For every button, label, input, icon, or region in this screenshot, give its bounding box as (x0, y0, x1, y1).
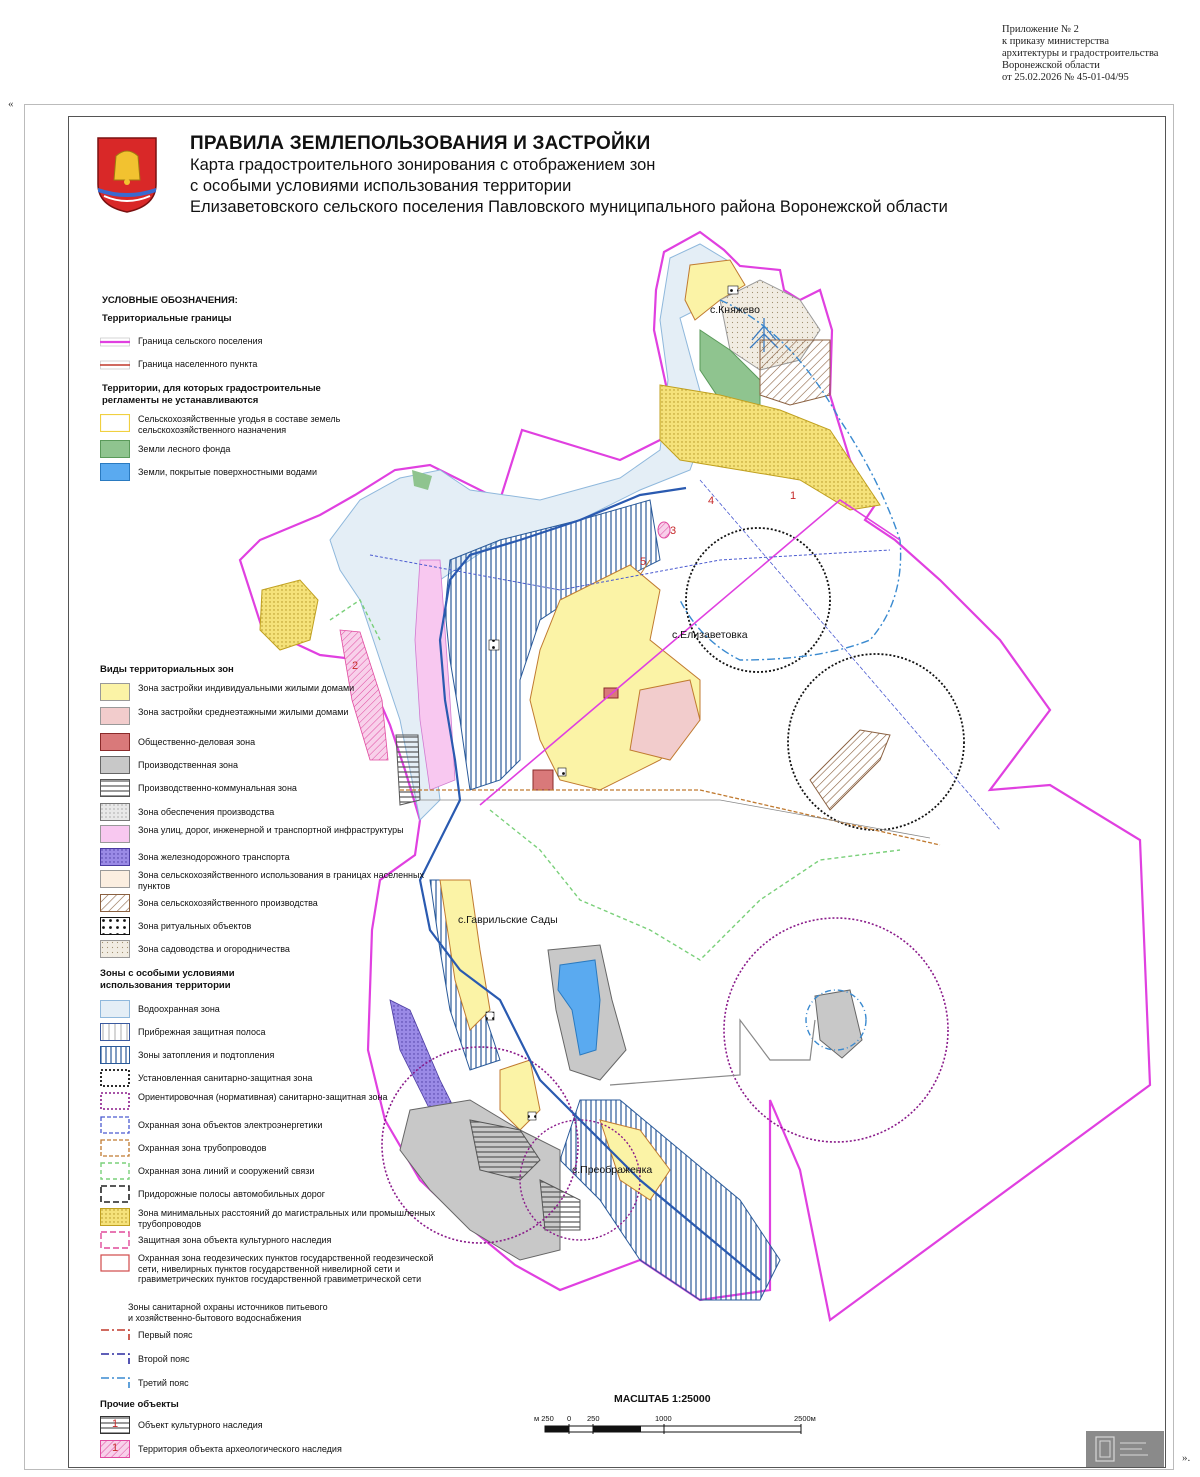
object-number: 2 (352, 660, 359, 672)
swatch-icon (100, 917, 130, 935)
stamp-logo-icon (1086, 1431, 1164, 1467)
settlement-label-preobrazhenka: с.Преображенка (572, 1164, 653, 1176)
legend-label: Ориентировочная (нормативная) санитарно-защитная зона (138, 1092, 388, 1102)
legend-section-special: использования территории (100, 980, 231, 991)
stamp-image (1086, 1431, 1164, 1467)
legend-label: Зона застройки индивидуальными жилыми домами (138, 683, 355, 693)
legend-label: Граница населенного пункта (138, 359, 258, 369)
water-belt-icon (100, 1374, 130, 1392)
swatch-icon (100, 848, 130, 866)
settlement-label-elizavetovka: с.Елизаветовка (672, 629, 748, 641)
swatch-icon (100, 1092, 130, 1110)
swatch-icon (100, 683, 130, 701)
legend-label: Земли, покрытые поверхностными водами (138, 467, 317, 477)
legend-label: Зона садоводства и огородничества (138, 944, 290, 954)
legend-label: Производственная зона (138, 760, 239, 770)
swatch-icon (100, 1069, 130, 1087)
open-quote: « (8, 98, 14, 110)
swatch-icon (100, 1208, 130, 1226)
map-subtitle-3: Елизаветовского сельского поселения Павловского муниципального района Воронежской области (190, 198, 948, 216)
appendix-line: к приказу министерства (1002, 36, 1110, 47)
swatch-icon (100, 707, 130, 725)
scale-tick-label: 0 (567, 1414, 572, 1423)
legend-label: Придорожные полосы автомобильных дорог (138, 1189, 326, 1199)
legend-label: Общественно-деловая зона (138, 737, 256, 747)
legend-label: Зона ритуальных объектов (138, 921, 252, 931)
swatch-icon (100, 1254, 130, 1272)
swatch-icon (100, 756, 130, 774)
swatch-icon (100, 803, 130, 821)
legend-label: Зона железнодорожного транспорта (138, 852, 290, 862)
object-number: 5 (640, 556, 647, 568)
legend-label: Охранная зона объектов электроэнергетики (138, 1120, 323, 1130)
legend-label: Охранная зона линий и сооружений связи (138, 1166, 315, 1176)
swatch-icon (100, 1046, 130, 1064)
legend-label: Объект культурного наследия (138, 1420, 263, 1430)
appendix-line: от 25.02.2026 № 45-01-04/95 (1002, 72, 1129, 83)
swatch-icon (100, 1000, 130, 1018)
legend-label: Охранная зона геодезических пунктов государственной геодезической сети, нивелирных пунктов государственной нивелирной сети и гравиметрических пунктов государственной гравиметрической сети (138, 1253, 434, 1284)
legend-label: Зона улиц, дорог, инженерной и транспортной инфраструктуры (138, 825, 404, 835)
scale-bar (544, 1424, 806, 1436)
boundary-line-icon (100, 333, 130, 351)
legend-label: Зона обеспечения производства (138, 807, 275, 817)
appendix-line: Воронежской области (1002, 60, 1100, 71)
swatch-icon (100, 1231, 130, 1249)
legend-label: Сельскохозяйственные угодья в составе земель сельскохозяйственного назначения (138, 414, 341, 435)
swatch-icon (100, 463, 130, 481)
close-quote: ». (1182, 1452, 1191, 1464)
swatch-icon (100, 1139, 130, 1157)
legend-label: Зона сельскохозяйственного производства (138, 898, 318, 908)
legend-section-other: Прочие объекты (100, 1399, 179, 1410)
appendix-line: Приложение № 2 (1002, 24, 1079, 35)
legend-label: Производственно-коммунальная зона (138, 783, 297, 793)
legend-label: Второй пояс (138, 1354, 190, 1364)
legend-section-special: Зоны с особыми условиями (100, 968, 235, 979)
swatch-icon (100, 1185, 130, 1203)
legend-section-no-regulation: регламенты не устанавливаются (102, 395, 259, 406)
scale-title: МАСШТАБ 1:25000 (614, 1393, 711, 1405)
water-belt-icon (100, 1326, 130, 1344)
swatch-icon (100, 414, 130, 432)
legend-section-zones: Виды территориальных зон (100, 664, 234, 675)
scale-tick-label: 1000 (655, 1414, 672, 1423)
settlement-label-gavrilskie-sady: с.Гаврильские Сады (458, 914, 558, 926)
object-number: 3 (670, 525, 677, 537)
swatch-icon (100, 940, 130, 958)
legend-section-borders: Территориальные границы (102, 313, 232, 324)
boundary-line-icon (100, 356, 130, 374)
map-subtitle-1: Карта градостроительного зонирования с отображением зон (190, 156, 656, 174)
legend-label: Земли лесного фонда (138, 444, 231, 454)
legend-label: Зона застройки среднеэтажными жилыми домами (138, 707, 349, 717)
legend-section-sanitary: Зоны санитарной охраны источников питьевого (128, 1302, 328, 1312)
legend-label: Первый пояс (138, 1330, 193, 1340)
legend-label: Установленная санитарно-защитная зона (138, 1073, 313, 1083)
legend-label: Граница сельского поселения (138, 336, 263, 346)
legend-section-no-regulation: Территории, для которых градостроительные (102, 383, 321, 394)
swatch-icon (100, 870, 130, 888)
legend-label: Зоны затопления и подтопления (138, 1050, 275, 1060)
swatch-icon (100, 1023, 130, 1041)
swatch-icon (100, 894, 130, 912)
settlement-label-knyazhevo: с.Княжево (710, 304, 760, 316)
legend-label: Зона сельскохозяйственного использования в границах населенных пунктов (138, 870, 425, 891)
heritage-number: 1 (112, 1418, 119, 1430)
water-belt-icon (100, 1350, 130, 1368)
swatch-icon (100, 1116, 130, 1134)
scale-tick-label: 250 (587, 1414, 600, 1423)
scale-tick-label: м 250 (534, 1414, 554, 1423)
map-subtitle-2: с особыми условиями использования территории (190, 177, 572, 195)
map-title: ПРАВИЛА ЗЕМЛЕПОЛЬЗОВАНИЯ И ЗАСТРОЙКИ (190, 133, 651, 154)
legend-label: Защитная зона объекта культурного наследия (138, 1235, 332, 1245)
swatch-icon (100, 825, 130, 843)
legend-label: Охранная зона трубопроводов (138, 1143, 267, 1153)
legend-label: Водоохранная зона (138, 1004, 220, 1014)
legend-label: Территория объекта археологического наследия (138, 1444, 342, 1454)
legend-heading: УСЛОВНЫЕ ОБОЗНАЧЕНИЯ: (102, 295, 238, 306)
swatch-icon (100, 440, 130, 458)
swatch-icon (100, 1162, 130, 1180)
legend-label: Третий пояс (138, 1378, 189, 1388)
scale-tick-label: 2500м (794, 1414, 816, 1423)
appendix-line: архитектуры и градостроительства (1002, 48, 1159, 59)
legend-section-sanitary: и хозяйственно-бытового водоснабжения (128, 1313, 302, 1323)
object-number: 4 (708, 495, 715, 507)
object-number: 1 (790, 490, 797, 502)
swatch-icon (100, 779, 130, 797)
legend-label: Зона минимальных расстояний до магистральных или промышленных трубопроводов (138, 1208, 436, 1229)
legend-label: Прибрежная защитная полоса (138, 1027, 266, 1037)
heritage-number: 1 (112, 1442, 119, 1454)
swatch-icon (100, 733, 130, 751)
